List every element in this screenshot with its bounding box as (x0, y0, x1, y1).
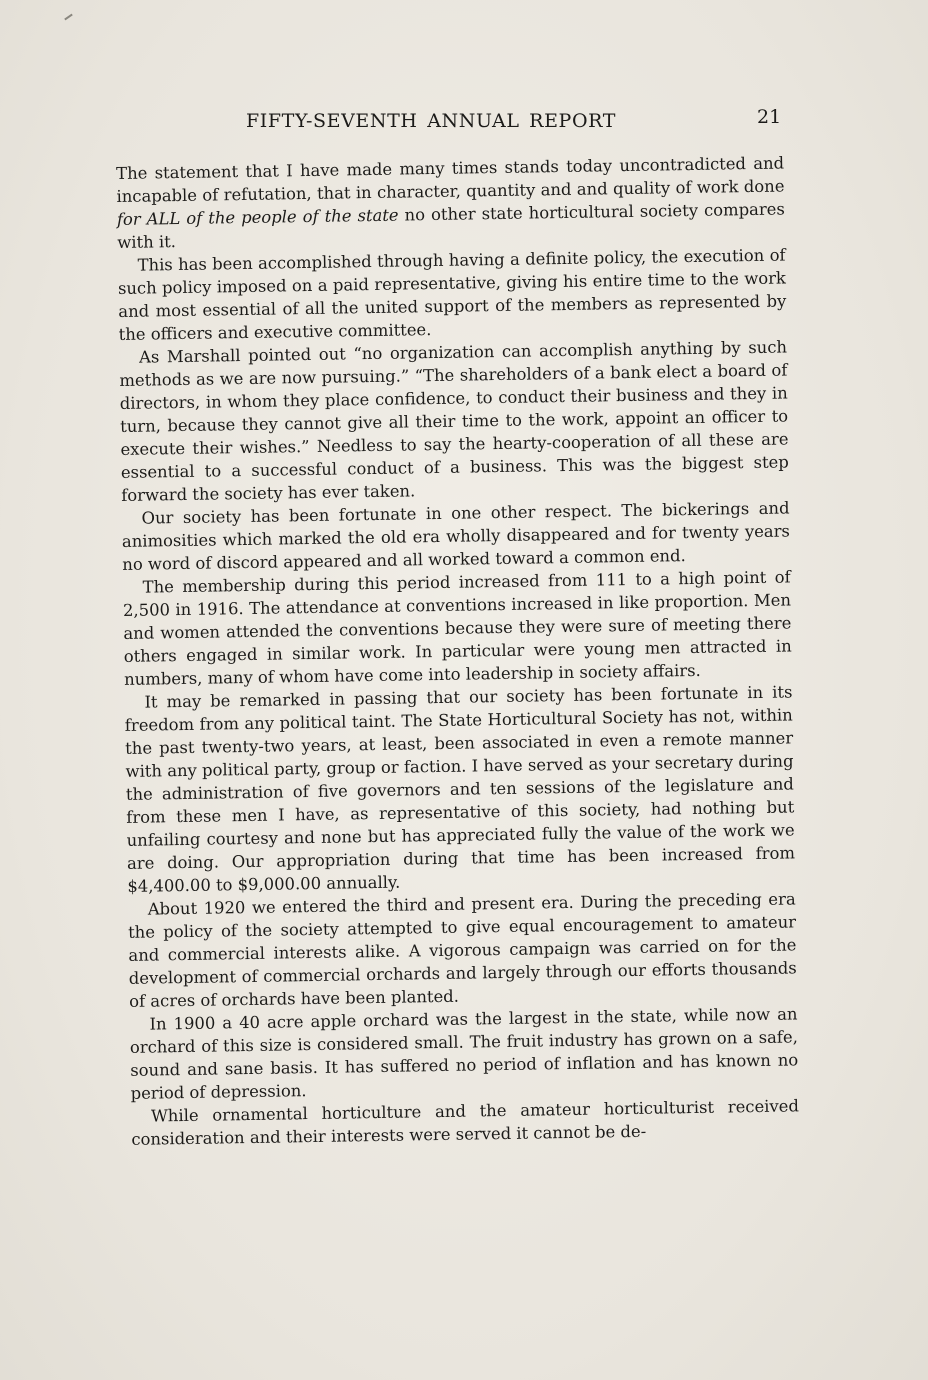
paragraph: While ornamental horticulture and the amateur horticulturist received consideration and their interests were served it cannot be de- (131, 1096, 800, 1149)
paragraph: The membership during this period increased from 111 to a high point of 2,500 in 1916. The attendance at conventions increased in like proportion. Men and women attended the conventions because they were sure of meeting there others engaged in similar work. In particular were young men attracted in numbers, many of whom have come into leadership in society affairs. (122, 567, 792, 689)
page-number: 21 (757, 106, 782, 128)
paragraph: About 1920 we entered the third and present era. During the preceding era the policy of the society attempted to give equal encouragement to amateur and commercial interests alike. A vigorous campaign was carried on for the development of commercial orchards and largely through our efforts thousands of acres of orchards have been planted. (127, 889, 797, 1011)
emphasized-phrase: for ALL of the people of the state (116, 205, 399, 229)
scan-speck (64, 14, 73, 21)
paragraph: This has been accomplished through having a definite policy, the execution of such policy imposed on a paid representative, giving his entire time to the work and most essential of all the united support of the members as represented by the officers and executive committee. (117, 245, 787, 344)
paragraph: Our society has been fortunate in one other respect. The bickerings and animosities which marked the old era wholly disappeared and for twenty years no word of discord appeared and all worked toward a common end. (121, 498, 791, 574)
paragraph: In 1900 a 40 acre apple orchard was the largest in the state, while now an orchard of this size is considered small. The fruit industry has grown on a safe, sound and sane basis. It has suffered no period of inflation and has known no period of depression. (129, 1004, 799, 1103)
page-header (0, 106, 928, 136)
paragraph: It may be remarked in passing that our society has been fortunate in its freedom from any political taint. The State Horticultural Society has not, within the past twenty-two years, at least, been associated in even a remote manner with any political party, group or faction. I have served as your secretary during the administration of five governors and ten sessions of the legislature and from these men I have, as representative of this society, had nothing but unfailing courtesy and none but has appreciated fully the value of the work we are doing. Our appropriation during that time has been increased from $4,400.00 to $9,000.00 annually. (124, 682, 796, 896)
body-text (116, 152, 799, 1151)
running-title: FIFTY-SEVENTH ANNUAL REPORT (246, 110, 616, 132)
paragraph (116, 152, 785, 254)
paragraph-text: no other state horticultural society compares with it. (117, 199, 785, 252)
paragraph-text: The statement that I have made many times stands today uncontradicted and incapable of refutation, that in character, quantity and and quality of work done (116, 153, 785, 206)
paragraph: As Marshall pointed out “no organization can accomplish anything by such methods as we are now pursuing.” “The shareholders of a bank elect a board of directors, in whom they place confidence, to conduct their business and they in turn, because they cannot give all their time to the work, appoint an officer to execute their wishes.” Needless to say the hearty-cooperation of all these are essential to a successful conduct of a business. This was the biggest step forward the society has ever taken. (119, 337, 789, 505)
